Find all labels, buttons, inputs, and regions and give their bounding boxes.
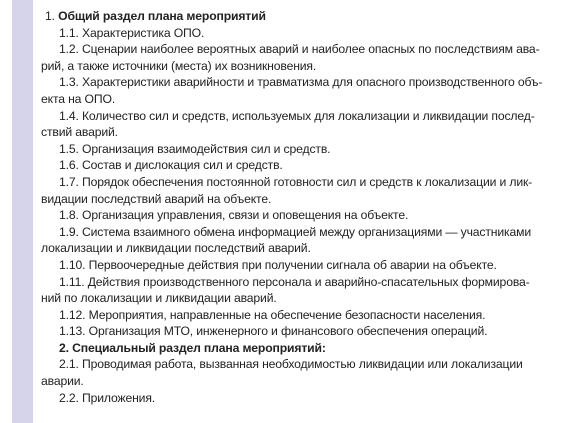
section-number: 1.3. [59,75,79,90]
section-title: Действия производственного персонала и аварийно-спасательных формирова- ний по локализации и ликвидации аварий. [41,274,530,306]
section-number: 1.2. [59,42,79,57]
section-1-4 [41,108,551,141]
section-title: Система взаимного обмена информацией между организациями — участниками локализации и ликвидации последствий аварий. [41,224,531,256]
section-title: Порядок обеспечения постоянной готовности сил и средств к локализации и лик- видации последствий аварий на объекте. [41,174,533,206]
section-title: Количество сил и средств, используемых для локализации и ликвидации послед- ствий аварий. [41,108,535,140]
section-2-2 [41,390,551,407]
section-title: Специальный раздел плана мероприятий: [72,340,326,355]
section-title: Первоочередные действия при получении сигнала об аварии на объекте. [88,257,497,272]
section-title: Общий раздел плана мероприятий [58,9,266,23]
section-1-6 [41,157,551,174]
section-1-5 [41,141,551,158]
section-2 [41,340,551,357]
section-title: Состав и дислокация сил и средств. [81,158,283,173]
section-1-7 [41,174,551,207]
section-1-13 [41,323,551,340]
plan-contents [41,8,551,406]
section-title: Приложения. [81,390,156,405]
section-number: 1. [45,9,55,23]
section-number: 2. [59,340,69,355]
section-title: Характеристики аварийности и травматизма для опасного производственного объ- екта на ОПО. [41,75,543,106]
section-1-3 [41,74,551,107]
section-title: Мероприятия, направленные на обеспечение безопасности населения. [88,307,486,322]
section-title: Проводимая работа, вызванная необходимостью ликвидации или локализации аварии. [41,357,523,389]
section-1 [41,8,551,25]
section-number: 2.2. [59,390,79,405]
section-number: 1.6. [59,158,79,173]
section-number: 1.1. [59,25,79,40]
section-number: 1.10. [59,257,86,272]
section-1-1 [41,25,551,42]
section-title: Организация управления, связи и оповещения на объекте. [81,208,409,223]
section-number: 1.8. [59,208,79,223]
section-number: 1.12. [59,307,86,322]
section-number: 1.9. [59,224,79,239]
section-2-1 [41,356,551,389]
section-title: Сценарии наиболее вероятных аварий и наиболее опасных по последствиям ава- рий, а также источники (места) их возникновения. [41,42,540,73]
section-1-10 [41,257,551,274]
section-number: 1.5. [59,141,79,156]
section-title: Организация МТО, инженерного и финансового обеспечения операций. [88,324,488,339]
side-bar-decoration [12,0,33,423]
section-1-8 [41,207,551,224]
section-1-11 [41,274,551,307]
section-number: 1.7. [59,174,79,189]
section-number: 1.4. [59,108,79,123]
section-number: 1.13. [59,324,86,339]
section-title: Характеристика ОПО. [81,25,205,40]
section-1-9 [41,224,551,257]
section-1-12 [41,307,551,324]
section-number: 2.1. [59,357,79,372]
section-1-2 [41,41,551,74]
section-number: 1.11. [59,274,85,289]
section-title: Организация взаимодействия сил и средств. [81,141,331,156]
